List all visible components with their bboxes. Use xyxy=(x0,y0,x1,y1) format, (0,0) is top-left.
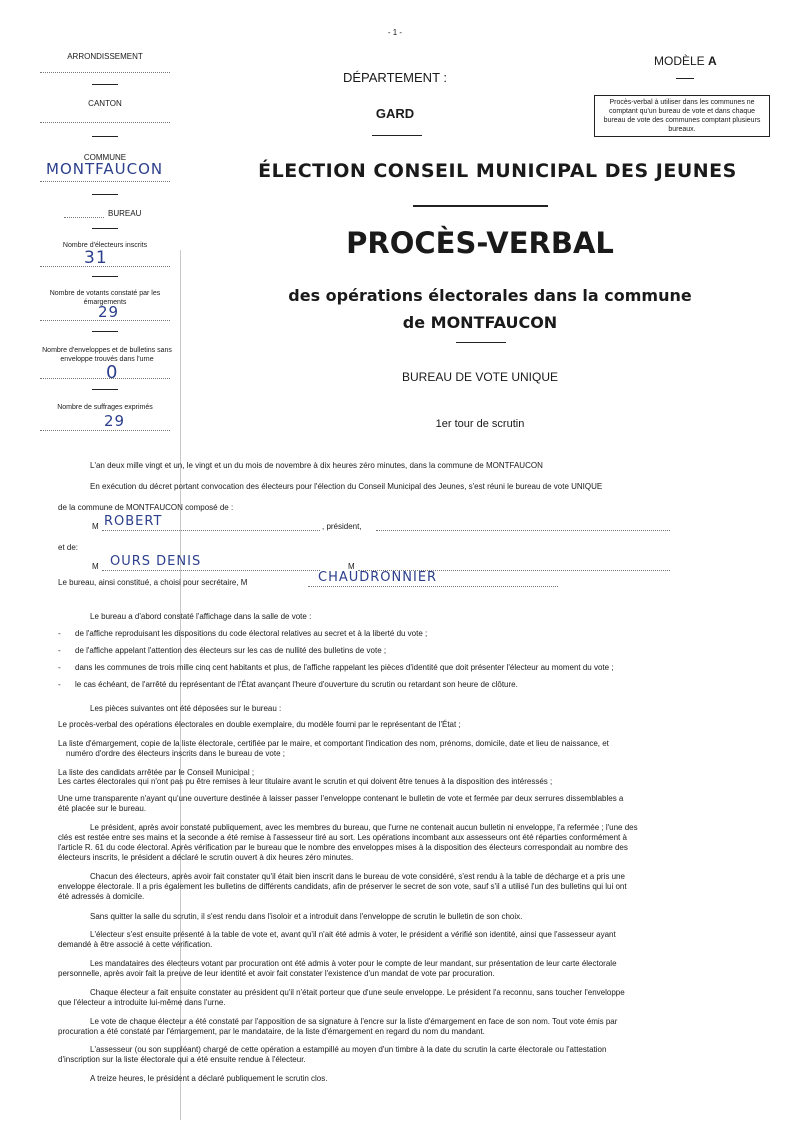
pieces-candidats: La liste des candidats arrêtée par le Conseil Municipal ; xyxy=(58,768,255,777)
bullet-dash: - xyxy=(58,629,61,638)
usage-note-box: Procès-verbal à utiliser dans les communes ne comptant qu'un bureau de vote et dans chaque bureau de vote des communes comptant plusieurs bureaux. xyxy=(594,95,770,137)
vote-line-2: procuration a été constaté par l'émargement, par le mandataire, de la liste d'émargement en regard du nom du mandant. xyxy=(58,1027,485,1036)
table-line-2: demandé à être associé à cette vérification. xyxy=(58,940,213,949)
election-title: ÉLECTION CONSEIL MUNICIPAL DES JEUNES xyxy=(258,160,737,182)
commune-value: MONTFAUCON xyxy=(46,160,164,178)
votants-field xyxy=(40,320,170,321)
pieces-pv: Le procès-verbal des opérations électorales en double exemplaire, du modèle fourni par le représentant de l'État ; xyxy=(58,720,461,729)
departement-value: GARD xyxy=(375,106,415,121)
assesseur-1-name: OURS DENIS xyxy=(110,554,202,569)
bullet-dash: - xyxy=(58,663,61,672)
divider xyxy=(372,135,422,136)
pieces-intro: Les pièces suivantes ont été déposées sur le bureau : xyxy=(90,704,282,713)
secretaire-label: Le bureau, ainsi constitué, a choisi pour secrétaire, M xyxy=(58,578,248,587)
inscrits-field xyxy=(40,266,170,267)
affichage-item: de l'affiche appelant l'attention des électeurs sur les cas de nullité des bulletins de vote ; xyxy=(75,646,387,655)
m-label: M xyxy=(348,562,355,571)
pieces-liste-line-2: numéro d'ordre des électeurs inscrits dans le bureau de vote ; xyxy=(66,749,285,758)
divider xyxy=(92,389,118,390)
subtitle-line-2: de MONTFAUCON xyxy=(402,313,558,332)
assesseur-1-field xyxy=(102,570,320,571)
electeurs-line-2: enveloppe électorale. Il a pris également les bulletins de différents candidats, afin de préserver le secret de son vote, sauf s'il a utilisé l'un des bulletins qui lui ont xyxy=(58,882,627,891)
divider xyxy=(92,331,118,332)
pieces-liste-line-1: La liste d'émargement, copie de la liste électorale, certifiée par le maire, et comportant l'indication des nom, prénoms, domicile, date et lieu de naissance, et xyxy=(58,739,609,748)
cloture-line: A treize heures, le président a déclaré publiquement le scrutin clos. xyxy=(90,1074,328,1083)
paragraph-decret: En exécution du décret portant convocation des électeurs pour l'élection du Conseil Municipal des Jeunes, s'est réuni le bureau de vote UNIQUE xyxy=(90,482,603,491)
arrondissement-label: ARRONDISSEMENT xyxy=(67,52,143,61)
bullet-dash: - xyxy=(58,680,61,689)
president-label: , président, xyxy=(322,522,362,531)
paragraph-composition: de la commune de MONTFAUCON composé de : xyxy=(58,503,234,512)
m-label: M xyxy=(92,562,99,571)
suffrages-label: Nombre de suffrages exprimés xyxy=(57,404,153,411)
table-line-1: L'électeur s'est ensuite présenté à la table de vote et, avant qu'il n'ait été admis à voter, le président a vérifié son identité, ainsi que l'assesseur ayant xyxy=(90,930,616,939)
enveloppes-field xyxy=(40,378,170,379)
page-number: - 1 - xyxy=(387,28,403,37)
enveloppe-line-1: Chaque électeur a fait ensuite constater au président qu'il n'était porteur que d'une seule enveloppe. Le président l'a reconnu, sans toucher l'enveloppe xyxy=(90,988,625,997)
secretaire-field xyxy=(308,586,558,587)
canton-field xyxy=(40,122,170,123)
mandataires-line-2: personnelle, après avoir fait la preuve de leur identité et avoir fait constater l'existence d'un mandat de vote par procuration. xyxy=(58,969,495,978)
departement-label: DÉPARTEMENT : xyxy=(342,70,448,85)
arrondissement-field xyxy=(40,72,170,73)
enveloppes-value: 0 xyxy=(106,362,119,383)
vote-line-1: Le vote de chaque électeur a été constaté par l'apposition de sa signature à l'encre sur la liste d'émargement en face de son nom. Tout vote émis par xyxy=(90,1017,618,1026)
enveloppe-line-2: que l'électeur a introduite lui-même dans l'urne. xyxy=(58,998,226,1007)
isoloir-line: Sans quitter la salle du scrutin, il s'est rendu dans l'isoloir et a introduit dans l'enveloppe de scrutin le bulletin de son choix. xyxy=(90,912,523,921)
suffrages-value: 29 xyxy=(104,412,126,430)
president-extra-field xyxy=(376,530,670,531)
modele-heading xyxy=(654,54,717,68)
commune-field xyxy=(40,181,170,182)
votants-value: 29 xyxy=(98,303,120,321)
et-de-label: et de: xyxy=(58,543,79,552)
electeurs-line-3: été adressés à domicile. xyxy=(58,892,145,901)
bullet-dash: - xyxy=(58,646,61,655)
affichage-item: de l'affiche reproduisant les dispositions du code électoral relatives au secret et à la liberté du vote ; xyxy=(75,629,428,638)
divider xyxy=(92,276,118,277)
divider xyxy=(456,342,506,343)
assesseur-line-2: d'inscription sur la liste électorale qui a été ensuite rendue à l'électeur. xyxy=(58,1055,306,1064)
urne-line-2: été placée sur le bureau. xyxy=(58,804,147,813)
divider xyxy=(676,78,694,79)
president-para-line-1: Le président, après avoir constaté publiquement, avec les membres du bureau, que l'urne ne contenait aucun bulletin ni enveloppe, l'a refermée ; l'une des xyxy=(90,823,638,832)
pv-title: PROCÈS-VERBAL xyxy=(346,226,614,260)
bureau-field xyxy=(64,208,104,218)
urne-line-1: Une urne transparente n'ayant qu'une ouverture destinée à laisser passer l'enveloppe contenant le bulletin de vote et fermée par deux serrures dissemblables a xyxy=(58,794,624,803)
modele-label: MODÈLE xyxy=(654,54,705,68)
votants-label: Nombre de votants constaté par les émargements xyxy=(49,290,161,306)
affichage-intro: Le bureau a d'abord constaté l'affichage dans la salle de vote : xyxy=(90,612,312,621)
president-para-line-4: électeurs inscrits, le président a déclaré le scrutin ouvert à dix heures zéro minutes. xyxy=(58,853,354,862)
assesseur-line-1: L'assesseur (ou son suppléant) chargé de cette opération a estampillé au moyen d'un timbre à la date du scrutin la carte électorale ou l'attestation xyxy=(90,1045,607,1054)
divider xyxy=(413,205,548,207)
bureau-label: BUREAU xyxy=(108,209,142,218)
president-para-line-2: clés est restée entre ses mains et la seconde a été remise à l'assesseur tiré au sort. Les opérations incombant aux assesseurs ont été réparties conformément à xyxy=(58,833,627,842)
divider xyxy=(92,228,118,229)
inscrits-label: Nombre d'électeurs inscrits xyxy=(62,242,148,249)
commune-label: COMMUNE xyxy=(83,153,127,162)
bureau-unique: BUREAU DE VOTE UNIQUE xyxy=(401,370,559,384)
suffrages-field xyxy=(40,430,170,431)
modele-letter: A xyxy=(708,54,717,68)
mandataires-line-1: Les mandataires des électeurs votant par procuration ont été admis à voter pour le compte de leur mandant, sur présentation de leur carte électorale xyxy=(90,959,617,968)
president-para-line-3: l'article R. 61 du code électoral. Après vérification par le bureau que le nombre des enveloppes mises à la disposition des électeurs correspondait au nombre des xyxy=(58,843,628,852)
tour-de-scrutin: 1er tour de scrutin xyxy=(435,418,525,430)
secretaire-name: CHAUDRONNIER xyxy=(318,570,438,585)
subtitle-line-1: des opérations électorales dans la commune xyxy=(288,286,692,305)
president-name: ROBERT xyxy=(104,514,163,529)
inscrits-value: 31 xyxy=(84,248,108,268)
divider xyxy=(92,84,118,85)
divider xyxy=(92,194,118,195)
enveloppes-label: Nombre d'enveloppes et de bulletins sans enveloppe trouvés dans l'urne xyxy=(42,347,172,363)
affichage-item: le cas échéant, de l'arrêté du représentant de l'État avançant l'heure d'ouverture du scrutin ou retardant son heure de clôture. xyxy=(75,680,518,689)
electeurs-line-1: Chacun des électeurs, après avoir fait constater qu'il était bien inscrit dans le bureau de vote considéré, s'est rendu à la table de décharge et a pris une xyxy=(90,872,625,881)
president-field xyxy=(102,530,320,531)
m-label: M xyxy=(92,522,99,531)
paragraph-date: L'an deux mille vingt et un, le vingt et un du mois de novembre à dix heures zéro minutes, dans la commune de MONTFAUCON xyxy=(90,461,543,470)
canton-label: CANTON xyxy=(88,99,122,108)
affichage-item: dans les communes de trois mille cinq cent habitants et plus, de l'affiche rappelant les pièces d'identité que doit présenter l'électeur au moment du vote ; xyxy=(75,663,614,672)
divider xyxy=(92,136,118,137)
pieces-cartes: Les cartes électorales qui n'ont pas pu être remises à leur titulaire avant le scrutin et qui doivent être tenues à la disposition des intéressés ; xyxy=(58,777,553,786)
